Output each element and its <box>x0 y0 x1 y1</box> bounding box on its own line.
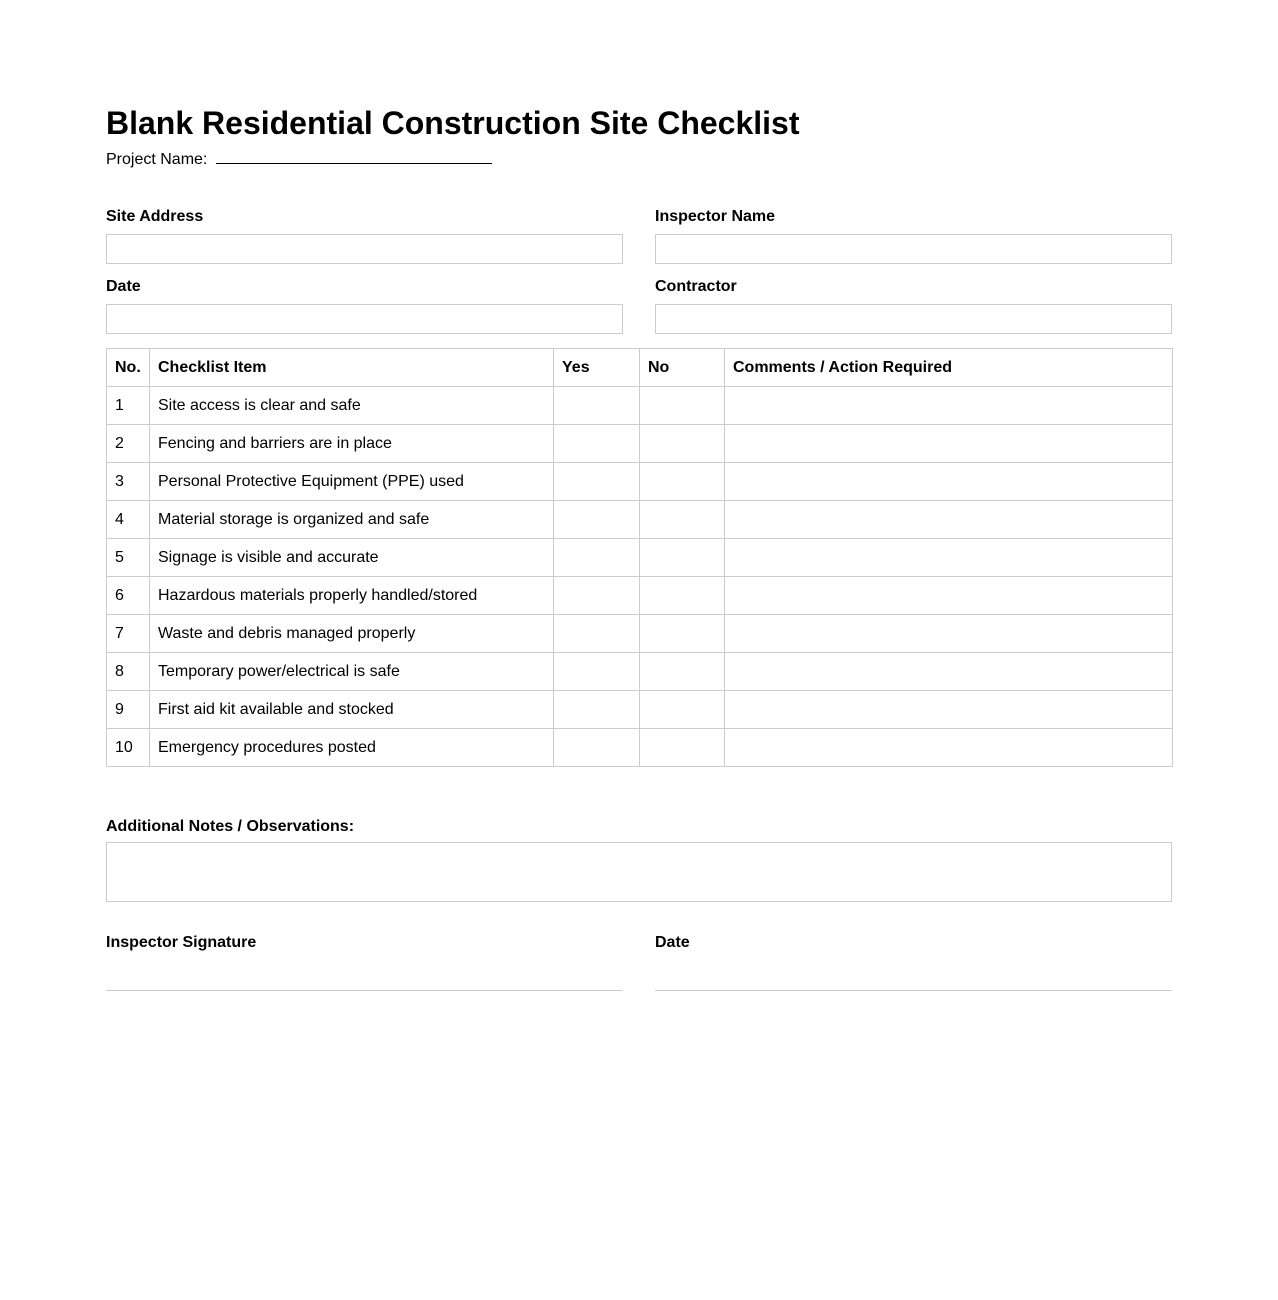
no-cell[interactable] <box>640 425 725 463</box>
no-cell[interactable] <box>640 729 725 767</box>
date-label: Date <box>106 278 141 295</box>
contractor-field-group <box>655 277 1172 334</box>
row-number: 4 <box>107 501 150 539</box>
no-cell[interactable] <box>640 615 725 653</box>
column-header-item: Checklist Item <box>150 349 554 387</box>
signature-date-label: Date <box>655 934 690 951</box>
signature-date-group <box>655 933 1172 991</box>
column-header-number: No. <box>107 349 150 387</box>
row-item: Fencing and barriers are in place <box>150 425 554 463</box>
comments-cell[interactable] <box>725 577 1173 615</box>
inspector-signature-label: Inspector Signature <box>106 934 257 951</box>
site-address-input[interactable] <box>106 234 623 264</box>
table-row <box>107 691 1173 729</box>
yes-cell[interactable] <box>554 425 640 463</box>
no-cell[interactable] <box>640 539 725 577</box>
table-row <box>107 653 1173 691</box>
row-item: Hazardous materials properly handled/stored <box>150 577 554 615</box>
page-title: Blank Residential Construction Site Checklist <box>106 105 800 141</box>
table-row <box>107 463 1173 501</box>
contractor-label: Contractor <box>655 278 737 295</box>
date-field-group <box>106 277 623 334</box>
table-row <box>107 387 1173 425</box>
contractor-input[interactable] <box>655 304 1172 334</box>
row-item: Signage is visible and accurate <box>150 539 554 577</box>
yes-cell[interactable] <box>554 539 640 577</box>
comments-cell[interactable] <box>725 539 1173 577</box>
row-item: Waste and debris managed properly <box>150 615 554 653</box>
site-address-label: Site Address <box>106 208 204 225</box>
yes-cell[interactable] <box>554 729 640 767</box>
row-number: 5 <box>107 539 150 577</box>
column-header-no: No <box>640 349 725 387</box>
date-input[interactable] <box>106 304 623 334</box>
no-cell[interactable] <box>640 691 725 729</box>
no-cell[interactable] <box>640 653 725 691</box>
yes-cell[interactable] <box>554 387 640 425</box>
no-cell[interactable] <box>640 577 725 615</box>
signature-date-line[interactable] <box>655 990 1172 991</box>
yes-cell[interactable] <box>554 577 640 615</box>
table-header-row <box>107 349 1173 387</box>
row-number: 6 <box>107 577 150 615</box>
yes-cell[interactable] <box>554 653 640 691</box>
yes-cell[interactable] <box>554 691 640 729</box>
site-address-field-group <box>106 207 623 264</box>
table-row <box>107 539 1173 577</box>
comments-cell[interactable] <box>725 501 1173 539</box>
comments-cell[interactable] <box>725 653 1173 691</box>
row-item: Material storage is organized and safe <box>150 501 554 539</box>
row-number: 1 <box>107 387 150 425</box>
notes-textarea[interactable] <box>106 842 1172 902</box>
table-row <box>107 615 1173 653</box>
row-number: 7 <box>107 615 150 653</box>
row-number: 10 <box>107 729 150 767</box>
no-cell[interactable] <box>640 501 725 539</box>
row-item: Temporary power/electrical is safe <box>150 653 554 691</box>
comments-cell[interactable] <box>725 425 1173 463</box>
project-name-label: Project Name: <box>106 151 208 168</box>
no-cell[interactable] <box>640 387 725 425</box>
row-number: 8 <box>107 653 150 691</box>
row-number: 3 <box>107 463 150 501</box>
comments-cell[interactable] <box>725 691 1173 729</box>
inspector-signature-line[interactable] <box>106 990 623 991</box>
inspector-name-field-group <box>655 207 1172 264</box>
project-name-blank[interactable] <box>216 149 492 164</box>
yes-cell[interactable] <box>554 501 640 539</box>
checklist-table <box>106 348 1173 767</box>
comments-cell[interactable] <box>725 729 1173 767</box>
row-number: 9 <box>107 691 150 729</box>
row-item: Site access is clear and safe <box>150 387 554 425</box>
row-item: Emergency procedures posted <box>150 729 554 767</box>
project-name-row <box>106 149 492 169</box>
yes-cell[interactable] <box>554 463 640 501</box>
table-row <box>107 729 1173 767</box>
row-number: 2 <box>107 425 150 463</box>
table-row <box>107 577 1173 615</box>
notes-label: Additional Notes / Observations: <box>106 818 355 835</box>
inspector-name-label: Inspector Name <box>655 208 776 225</box>
table-row <box>107 501 1173 539</box>
comments-cell[interactable] <box>725 615 1173 653</box>
comments-cell[interactable] <box>725 463 1173 501</box>
no-cell[interactable] <box>640 463 725 501</box>
column-header-comments: Comments / Action Required <box>725 349 1173 387</box>
comments-cell[interactable] <box>725 387 1173 425</box>
inspector-name-input[interactable] <box>655 234 1172 264</box>
row-item: Personal Protective Equipment (PPE) used <box>150 463 554 501</box>
row-item: First aid kit available and stocked <box>150 691 554 729</box>
inspector-signature-group <box>106 933 623 991</box>
column-header-yes: Yes <box>554 349 640 387</box>
yes-cell[interactable] <box>554 615 640 653</box>
table-row <box>107 425 1173 463</box>
